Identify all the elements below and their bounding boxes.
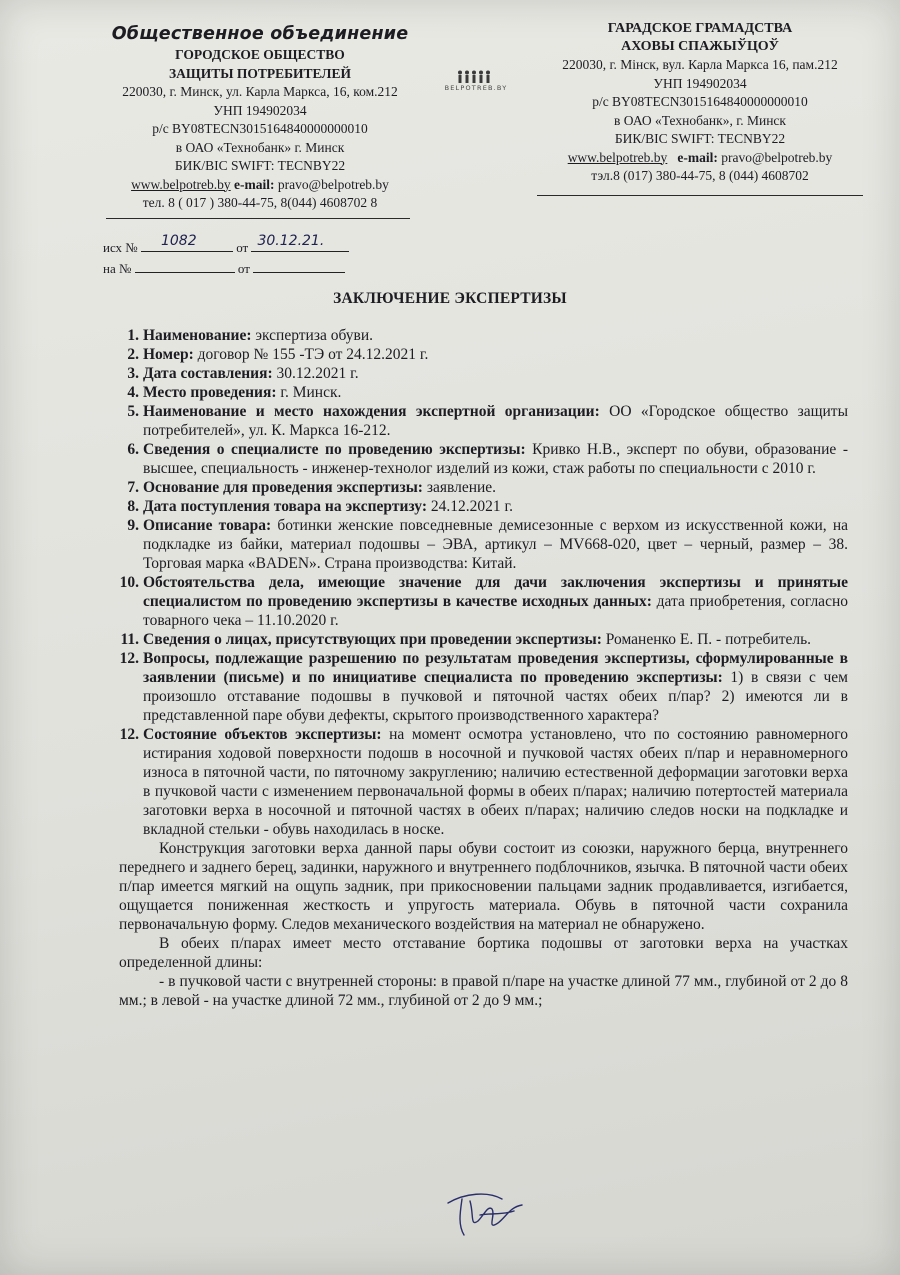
incoming-date-field bbox=[253, 257, 345, 273]
reference-block bbox=[103, 233, 349, 278]
outgoing-number: 1082 bbox=[160, 233, 197, 249]
item-heading: Дата составления: bbox=[143, 365, 273, 382]
outgoing-date-label: от bbox=[236, 240, 249, 255]
item-heading: Наименование и место нахождения экспертной организации: bbox=[143, 403, 600, 420]
item-text: 1) в связи с чем произошло отставание подошвы в пучковой и пяточной частях обеих п/пар? 2) имеются ли в представленной паре обуви дефекты, скрытого производственного характера? bbox=[143, 669, 848, 724]
item-number: 3. bbox=[127, 365, 139, 382]
org-by-phones: тэл.8 (017) 380-44-75, 8 (044) 4608702 bbox=[591, 168, 809, 183]
item-number: 11. bbox=[120, 631, 139, 648]
list-item bbox=[113, 383, 848, 402]
outgoing-date-field bbox=[251, 233, 349, 252]
body-paragraph: В обеих п/парах имеет место отставание бортика подошвы от заготовки верха на участках определенной длины: bbox=[119, 935, 848, 971]
belpotreb-logo bbox=[434, 70, 518, 98]
item-text: г. Минск. bbox=[276, 384, 342, 401]
handwritten-signature bbox=[440, 1185, 530, 1240]
item-number: 9. bbox=[127, 517, 139, 534]
list-item bbox=[113, 345, 848, 364]
incoming-date-label: от bbox=[237, 261, 250, 276]
item-number: 10. bbox=[119, 574, 139, 591]
list-item bbox=[113, 402, 848, 440]
item-heading: Вопросы, подлежащие разрешению по результатам проведения экспертизы, сформулированные в заявлении (письме) и по инициативе специалиста по проведению экспертизы: bbox=[143, 650, 848, 686]
item-text: Романенко Е. П. - потребитель. bbox=[601, 631, 812, 648]
item-text: заявление. bbox=[422, 479, 497, 496]
org-by-name-line2: АХОВЫ СПАЖЫЎЦОЎ bbox=[621, 39, 779, 54]
item-text: ОО «Городское общество защиты потребителей», ул. К. Маркса 16-212. bbox=[143, 403, 848, 439]
document-title: ЗАКЛЮЧЕНИЕ ЭКСПЕРТИЗЫ bbox=[333, 290, 567, 307]
item-heading: Сведения о лицах, присутствующих при проведении экспертизы: bbox=[143, 631, 602, 648]
letterhead-right bbox=[540, 21, 860, 186]
org-bik: БИК/BIC SWIFT: TECNBY22 bbox=[174, 158, 346, 173]
org-by-account: р/с BY08TECN3015164840000000010 bbox=[592, 94, 808, 109]
org-by-bik: БИК/BIC SWIFT: TECNBY22 bbox=[614, 131, 786, 146]
org-bank: в ОАО «Технобанк» г. Минск bbox=[175, 139, 345, 155]
list-item bbox=[113, 497, 848, 516]
numbered-items bbox=[113, 326, 848, 839]
outgoing-reference bbox=[103, 233, 349, 257]
letterhead-left-divider bbox=[106, 218, 410, 219]
item-heading: Номер: bbox=[143, 346, 194, 363]
body-paragraph: - в пучковой части с внутренней стороны: в правой п/паре на участке длиной 77 мм., глубиной от 2 до 8 мм.; в левой - на участке длиной 72 мм., глубиной от 2 до 9 мм.; bbox=[119, 973, 848, 1009]
org-account: р/с BY08TECN3015164840000000010 bbox=[152, 121, 368, 136]
incoming-reference bbox=[103, 257, 349, 278]
org-address: 220030, г. Минск, ул. Карла Маркса, 16, ком.212 bbox=[122, 84, 398, 99]
item-number: 4. bbox=[127, 384, 139, 401]
outgoing-date: 30.12.21. bbox=[257, 233, 325, 249]
org-by-address: 220030, г. Мінск, вул. Карла Маркса 16, пам.212 bbox=[562, 57, 838, 72]
item-heading: Основание для проведения экспертизы: bbox=[143, 479, 423, 496]
org-by-bank: в ОАО «Технобанк», г. Минск bbox=[614, 112, 786, 128]
letterhead-right-divider bbox=[537, 195, 863, 196]
item-text: 30.12.2021 г. bbox=[272, 365, 359, 382]
org-phones: тел. 8 ( 017 ) 380-44-75, 8(044) 4608702 8 bbox=[142, 195, 378, 210]
body-paragraphs bbox=[113, 839, 848, 1010]
list-item bbox=[113, 478, 848, 497]
org-contacts bbox=[100, 176, 420, 195]
list-item bbox=[113, 364, 848, 383]
item-text: дата приобретения, согласно товарного чека – 11.10.2020 г. bbox=[143, 593, 848, 629]
item-text: на момент осмотра установлено, что по состоянию равномерного истирания ходовой поверхности подошв в носочной и пучковой частях обеих п/пар и неравномерного износа в пяточной части, по пяточному закруглению; наличию естественной деформации заготовки верха в пучковой части с изменением первоначальной формы в обеих п/парах; наличию потертостей материала заготовки верха в носочной и пяточной частях в обеих п/парах; наличию следов носки на подкладке и вкладной стельки - обувь находилась в носке. bbox=[143, 726, 848, 838]
item-text: договор № 155 -ТЭ от 24.12.2021 г. bbox=[193, 346, 429, 363]
website-link[interactable]: www.belpotreb.by bbox=[131, 176, 231, 192]
email-label-by: e-mail: bbox=[677, 149, 718, 165]
item-heading: Обстоятельства дела, имеющие значение для дачи заключения экспертизы и принятые специалистом по проведению экспертизы в качестве исходных данных: bbox=[143, 574, 848, 610]
item-number: 8. bbox=[127, 498, 139, 515]
org-by-unp: УНП 194902034 bbox=[653, 75, 747, 91]
item-number: 12. bbox=[119, 726, 139, 743]
list-item bbox=[113, 573, 848, 630]
org-type: Общественное объединение bbox=[111, 24, 409, 44]
list-item bbox=[113, 440, 848, 478]
document-body bbox=[113, 326, 848, 1010]
item-text: ботинки женские повседневные демисезонные с верхом из искусственной кожи, на подкладке из байки, материал подошвы – ЭВА, артикул – MV668-020, цвет – черный, размер – 38. Торговая марка «BADEN». Страна производства: Китай. bbox=[143, 517, 849, 572]
item-heading: Дата поступления товара на экспертизу: bbox=[143, 498, 427, 515]
org-unp: УНП 194902034 bbox=[213, 102, 307, 118]
list-item bbox=[113, 725, 848, 839]
item-number: 12. bbox=[119, 650, 139, 667]
item-text: экспертиза обуви. bbox=[251, 327, 374, 344]
item-number: 7. bbox=[127, 479, 139, 496]
email-link-by[interactable]: pravo@belpotreb.by bbox=[721, 149, 833, 165]
website-link-by[interactable]: www.belpotreb.by bbox=[567, 149, 668, 165]
item-number: 6. bbox=[127, 441, 139, 458]
item-heading: Сведения о специалисте по проведению экспертизы: bbox=[143, 441, 526, 458]
item-heading: Место проведения: bbox=[143, 384, 277, 401]
org-name-line1: ГОРОДСКОЕ ОБЩЕСТВО bbox=[175, 47, 345, 62]
org-name-line2: ЗАЩИТЫ ПОТРЕБИТЕЛЕЙ bbox=[169, 65, 351, 81]
org-by-name-line1: ГАРАДСКОЕ ГРАМАДСТВА bbox=[607, 21, 793, 36]
incoming-number-label: на № bbox=[103, 261, 132, 276]
item-number: 5. bbox=[127, 403, 139, 420]
outgoing-number-field bbox=[141, 233, 233, 252]
list-item bbox=[113, 630, 848, 649]
item-heading: Наименование: bbox=[143, 327, 252, 344]
body-paragraph: Конструкция заготовки верха данной пары обуви состоит из союзки, наружного берца, внутреннего переднего и заднего берец, задинки, наружного и внутреннего подблочников, язычка. В пяточной части обеих п/пар имеется мягкий на ощупь задник, при прикосновении пальцами задник продавливается, изгибается, ощущается пониженная жесткость и упругость материала. Обувь в пяточной части сохранила первоначальную форму. Следов механического воздействия на материал не обнаружено. bbox=[119, 840, 848, 933]
list-item bbox=[113, 649, 848, 725]
list-item bbox=[113, 326, 848, 345]
item-heading: Описание товара: bbox=[143, 517, 272, 534]
item-heading: Состояние объектов экспертизы: bbox=[143, 726, 382, 743]
incoming-number-field bbox=[135, 257, 235, 273]
email-label: e-mail: bbox=[234, 176, 275, 192]
logo-text: BELPOTREB.BY bbox=[444, 84, 508, 92]
letterhead-left bbox=[100, 22, 420, 213]
email-link[interactable]: pravo@belpotreb.by bbox=[277, 176, 389, 192]
item-text: Кривко Н.В., эксперт по обуви, образование - высшее, специальность - инженер-технолог изделий из кожи, стаж работы по специальности с 2010 г. bbox=[143, 441, 848, 477]
item-text: 24.12.2021 г. bbox=[427, 498, 513, 515]
list-item bbox=[113, 516, 848, 573]
people-row-logo-icon bbox=[456, 70, 496, 84]
item-number: 1. bbox=[127, 327, 139, 344]
item-number: 2. bbox=[127, 346, 139, 363]
outgoing-number-label: исх № bbox=[103, 240, 138, 255]
org-by-contacts bbox=[540, 149, 860, 168]
